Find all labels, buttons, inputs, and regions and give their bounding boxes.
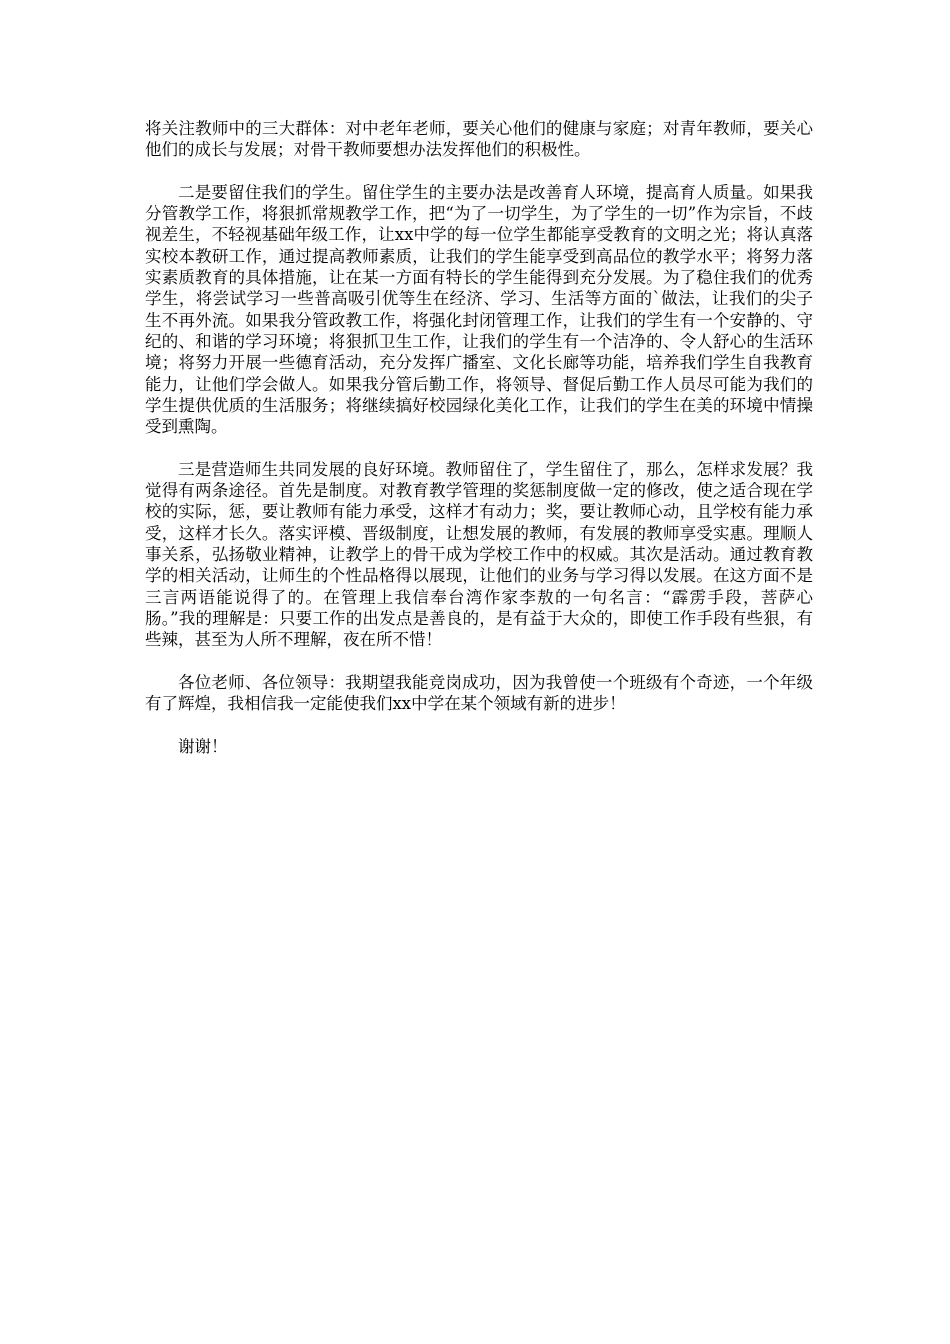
paragraph-closing: 各位老师、各位领导：我期望我能竞岗成功，因为我曾使一个班级有个奇迹，一个年级有了辉煌，我相信我一定能使我们xx中学在某个领域有新的进步！ (145, 672, 813, 714)
paragraph-students: 二是要留住我们的学生。留住学生的主要办法是改善育人环境，提高育人质量。如果我分管教学工作，将狠抓常规教学工作，把“为了一切学生，为了学生的一切”作为宗旨，不歧视差生，不轻视基础年级工作，让xx中学的每一位学生都能享受教育的文明之光；将认真落实校本教研工作，通过提高教师素质，让我们的学生能享受到高品位的教学水平；将努力落实素质教育的具体措施，让在某一方面有特长的学生能得到充分发展。为了稳住我们的优秀学生，将尝试学习一些普高吸引优等生在经济、学习、生活等方面的`做法，让我们的尖子生不再外流。如果我分管政教工作，将强化封闭管理工作，让我们的学生有一个安静的、守纪的、和谐的学习环境；将狠抓卫生工作，让我们的学生有一个洁净的、令人舒心的生活环境；将努力开展一些德育活动，充分发挥广播室、文化长廊等功能，培养我们学生自我教育能力，让他们学会做人。如果我分管后勤工作，将领导、督促后勤工作人员尽可能为我们的学生提供优质的生活服务；将继续搞好校园绿化美化工作，让我们的学生在美的环境中情操受到熏陶。 (145, 182, 813, 437)
paragraph-thanks: 谢谢！ (178, 736, 228, 756)
document-body (145, 118, 813, 778)
paragraph-continuation: 将关注教师中的三大群体：对中老年老师，要关心他们的健康与家庭；对青年教师，要关心他们的成长与发展；对骨干教师要想办法发挥他们的积极性。 (145, 119, 813, 160)
paragraph-environment: 三是营造师生共同发展的良好环境。教师留住了，学生留住了，那么，怎样求发展？我觉得有两条途径。首先是制度。对教育教学管理的奖惩制度做一定的修改，使之适合现在学校的实际，惩，要让教师有能力承受，这样才有动力；奖，要让教师心动，且学校有能力承受，这样才长久。落实评模、晋级制度，让想发展的教师，有发展的教师享受实惠。理顺人事关系，弘扬敬业精神，让教学上的骨干成为学校工作中的权威。其次是活动。通过教育教学的相关活动，让师生的个性品格得以展现，让他们的业务与学习得以发展。在这方面不是三言两语能说得了的。在管理上我信奉台湾作家李敖的一句名言：“霹雳手段，菩萨心肠。”我的理解是：只要工作的出发点是善良的，是有益于大众的，即使工作手段有些狠，有些辣，甚至为人所不理解，夜在所不惜！ (145, 459, 813, 650)
